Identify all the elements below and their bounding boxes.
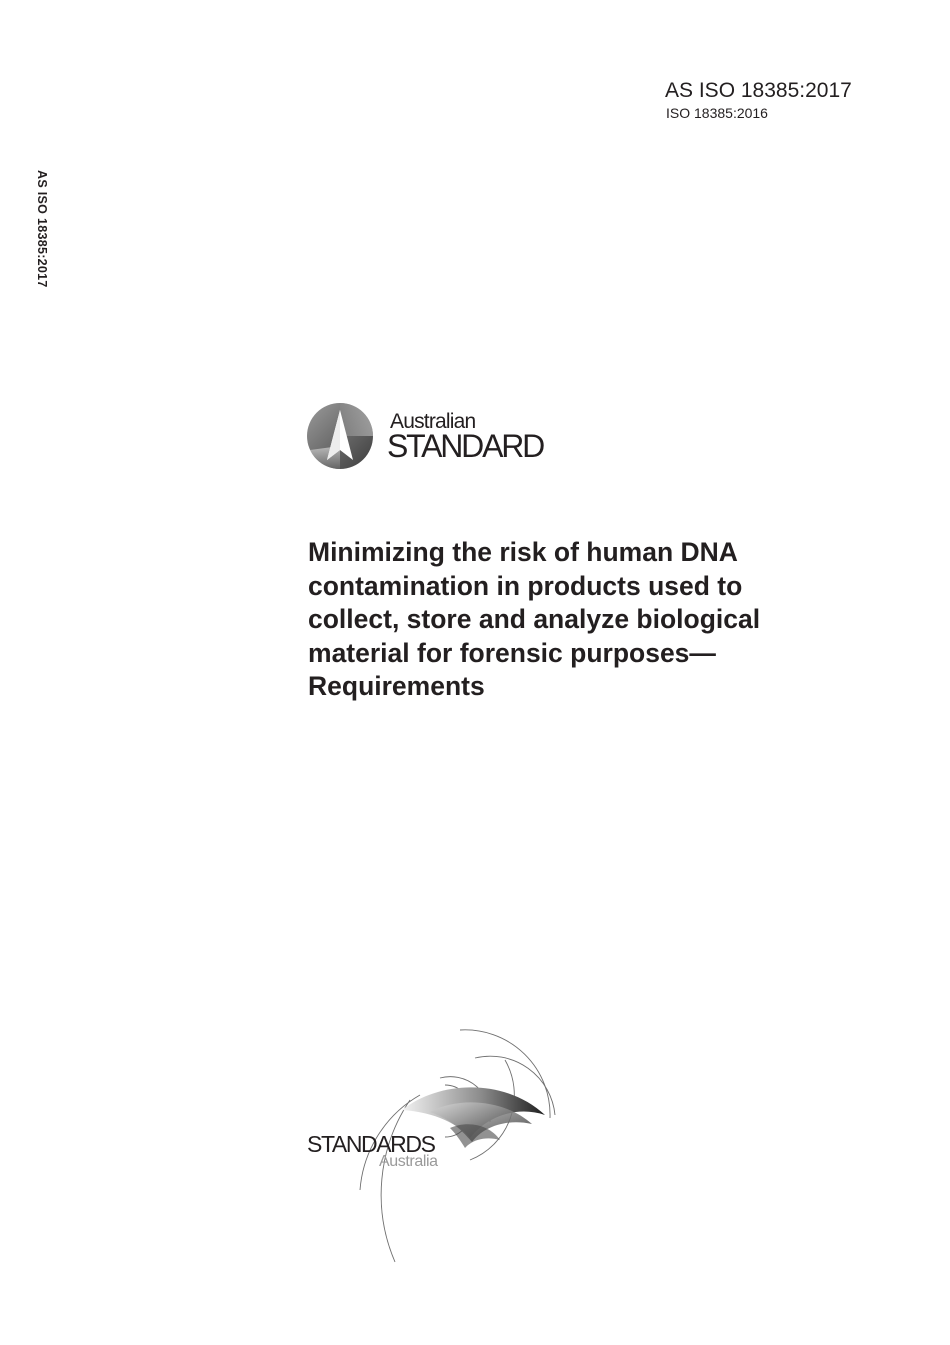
logo-word-australian: Australian bbox=[390, 410, 476, 433]
compass-emblem-icon bbox=[307, 403, 373, 469]
title-line: collect, store and analyze biological bbox=[308, 604, 761, 634]
iso-number: ISO 18385:2016 bbox=[666, 105, 768, 121]
standard-number: AS ISO 18385:2017 bbox=[665, 79, 852, 102]
spine-text: AS ISO 18385:2017 bbox=[35, 170, 49, 288]
title-line: contamination in products used to bbox=[308, 570, 743, 601]
document-title bbox=[308, 536, 868, 704]
logo-word-standards: STANDARDS bbox=[307, 1131, 435, 1157]
title-line: Minimizing the risk of human DNA bbox=[308, 537, 738, 567]
title-line: material for forensic purposes— bbox=[308, 637, 716, 668]
spine bbox=[30, 170, 54, 310]
logo-word-standard: STANDARD bbox=[387, 428, 544, 464]
logo-word-australia: Australia bbox=[379, 1153, 438, 1170]
title-line: Requirements bbox=[308, 671, 485, 701]
